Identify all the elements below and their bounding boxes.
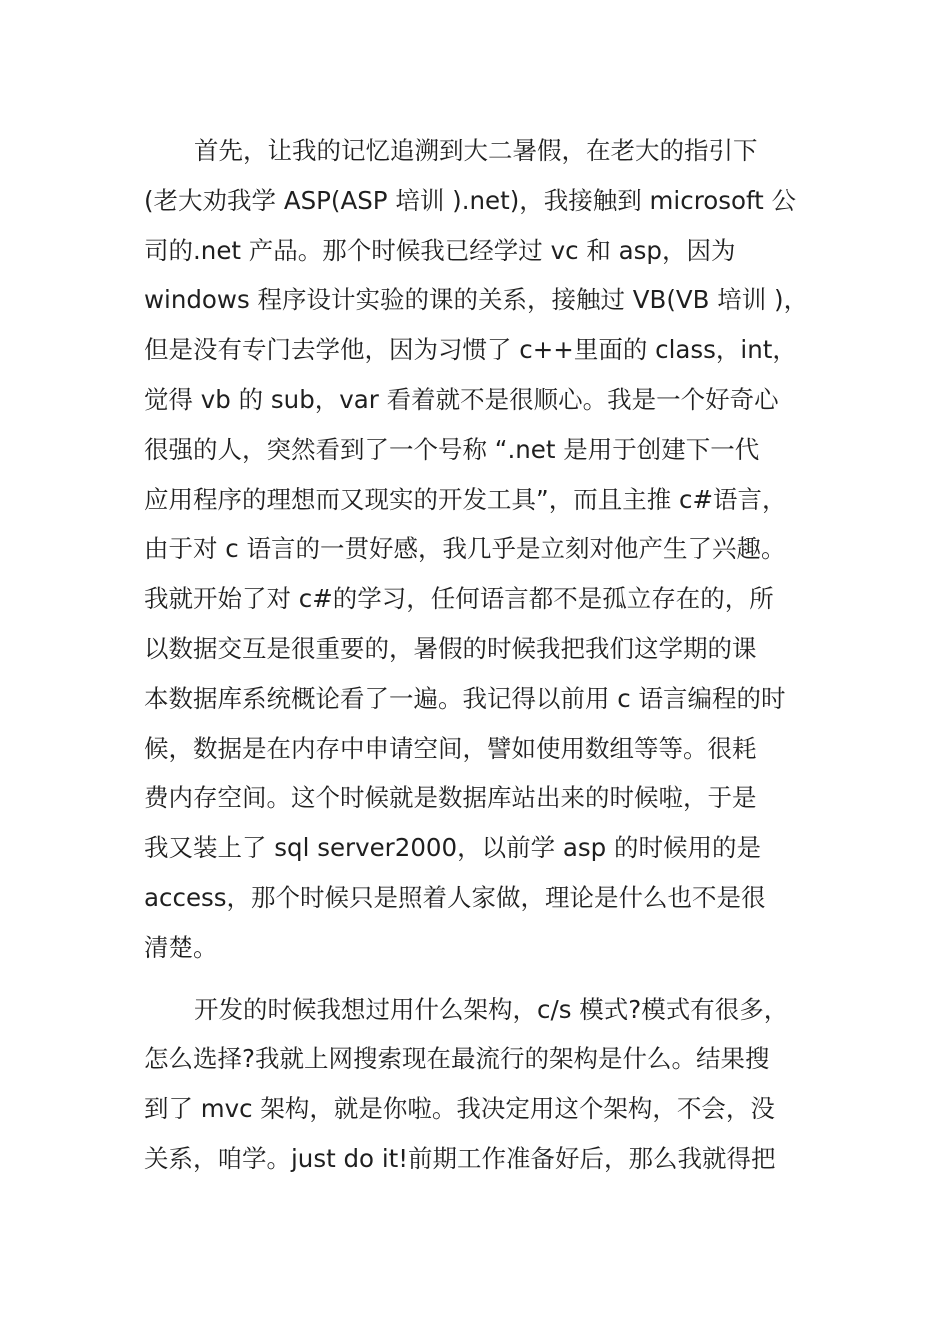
paragraph-line: 觉得 vb 的 sub，var 看着就不是很顺心。我是一个好奇心	[144, 384, 779, 414]
paragraph-line: 到了 mvc 架构，就是你啦。我决定用这个架构，不会，没	[144, 1094, 775, 1124]
paragraph-line: 费内存空间。这个时候就是数据库站出来的时候啦，于是	[144, 783, 757, 813]
paragraph-spacer	[144, 973, 809, 985]
paragraph-line: 很强的人，突然看到了一个号称 “.net 是用于创建下一代	[144, 434, 760, 464]
paragraph-line: (老大劝我学 ASP(ASP 培训 ).net)，我接触到 microsoft 公	[144, 185, 797, 215]
paragraph-line: 我就开始了对 c#的学习，任何语言都不是孤立存在的，所	[144, 584, 774, 614]
paragraph-line: 首先，让我的记忆追溯到大二暑假，在老大的指引下	[194, 136, 758, 165]
document-body	[144, 126, 809, 1184]
paragraph-line: 由于对 c 语言的一贯好感，我几乎是立刻对他产生了兴趣。	[144, 534, 786, 564]
paragraph-line: 开发的时候我想过用什么架构，c/s 模式?模式有很多，	[194, 994, 789, 1024]
paragraph-1	[144, 126, 809, 973]
paragraph-line: 司的.net 产品。那个时候我已经学过 vc 和 asp，因为	[144, 235, 736, 265]
paragraph-line: 以数据交互是很重要的，暑假的时候我把我们这学期的课	[144, 633, 757, 663]
paragraph-line: 我又装上了 sql server2000，以前学 asp 的时候用的是	[144, 833, 762, 863]
paragraph-2	[144, 985, 809, 1184]
paragraph-line: 清楚。	[144, 932, 218, 962]
paragraph-line: 候，数据是在内存中申请空间，譬如使用数组等等。很耗	[144, 733, 757, 763]
paragraph-line: access，那个时候只是照着人家做，理论是什么也不是很	[144, 882, 766, 912]
paragraph-line: 怎么选择?我就上网搜索现在最流行的架构是什么。结果搜	[144, 1044, 770, 1074]
paragraph-line: windows 程序设计实验的课的关系，接触过 VB(VB 培训 )，	[144, 285, 809, 315]
paragraph-line: 本数据库系统概论看了一遍。我记得以前用 c 语言编程的时	[144, 683, 786, 713]
paragraph-line: 应用程序的理想而又现实的开发工具”，而且主推 c#语言，	[144, 484, 787, 514]
paragraph-line: 但是没有专门去学他，因为习惯了 c++里面的 class，int，	[144, 335, 797, 365]
paragraph-line: 关系，咱学。just do it!前期工作准备好后，那么我就得把	[144, 1143, 776, 1173]
